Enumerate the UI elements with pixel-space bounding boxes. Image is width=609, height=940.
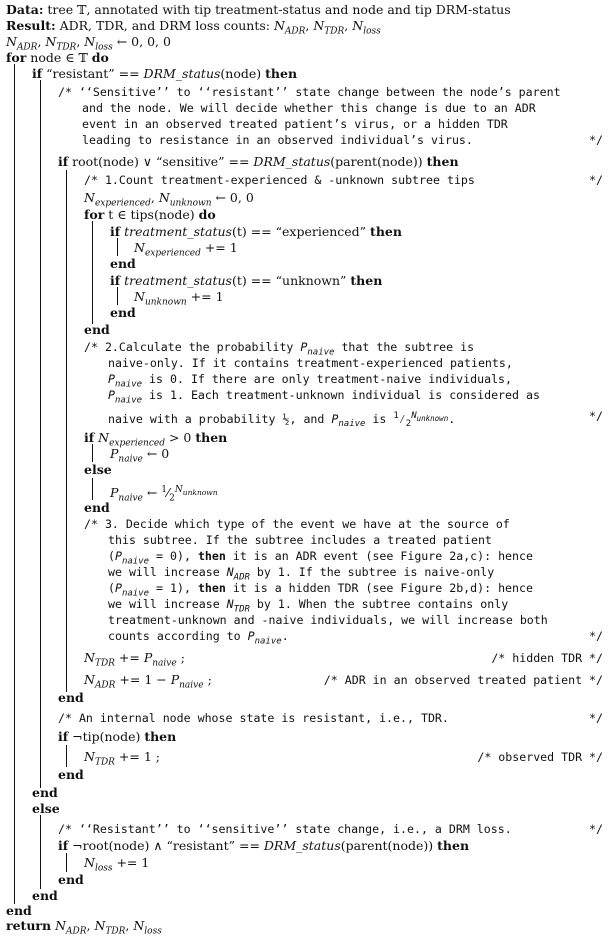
algorithm-line: $N_{ADR}$, $N_{TDR}$, $N_{loss}$ ← 0, 0, 0 [6,34,171,53]
algorithm-line: Result: ADR, TDR, and DRM loss counts: $N_{ADR}$, $N_{TDR}$, $N_{loss}$ [6,18,381,37]
algorithm-line: $P_{naive}$ ← $^1⁄_2^{N_{unknown}}$ [110,485,218,504]
right-comment: */ [589,822,603,836]
algorithm-line: $N_{ADR} += 1 - P_{naive}$ ; [84,672,212,691]
algorithm-line: /* 3. Decide which type of the event we have at the source of [84,517,510,531]
algorithm-line: $(P_{naive} = 0)$, then it is an ADR event (see Figure 2a,c): hence [108,549,533,567]
algorithm-line: /* 1.Count treatment-experienced & -unknown subtree tips [84,173,475,187]
algorithm-line: we will increase $N_{TDR}$ by 1. When the subtree contains only [108,597,509,615]
else-block-bar [40,815,41,889]
algorithm-line: if ¬root(node) ∧ “resistant” == DRM_status(parent(node)) then [58,838,470,853]
algorithm-line: end [32,785,58,800]
algorithm-line: treatment-unknown and -naive individuals, we will increase both [108,613,548,627]
right-comment: /* ADR in an observed treated patient */ [323,673,603,687]
right-comment: */ [589,173,603,187]
algorithm-line: if treatment_status(t) == “unknown” then [110,273,383,288]
algorithm-line: /* ‘‘Resistant’’ to ‘‘sensitive’’ state change, i.e., a DRM loss. [58,822,512,836]
algorithm-line: $P_{naive}$ ← 0 [110,446,170,465]
algorithm-line: leading to resistance in an observed individual’s virus. [82,133,473,147]
for-block-bar [14,64,15,904]
algorithm-line: end [32,888,58,903]
algorithm-line: end [84,322,110,337]
right-comment: /* observed TDR */ [477,750,603,764]
algorithm-line: $P_{naive}$ is 1. Each treatment-unknown individual is considered as [108,388,540,406]
algorithm-line: this subtree. If the subtree includes a treated patient [108,533,492,547]
right-comment: */ [589,409,603,423]
algorithm-line: counts according to $P_{naive}$. [108,629,289,647]
if-root-block-bar [66,170,67,692]
algorithm-line: we will increase $N_{ADR}$ by 1. If the subtree is naive-only [108,565,495,583]
if-tip-bar [66,745,67,767]
algorithm-line: if ¬tip(node) then [58,729,177,744]
algorithm-line: $N_{experienced}$, $N_{unknown}$ ← 0, 0 [84,190,254,209]
algorithm-line: /* 2.Calculate the probability $P_{naive}$ that the subtree is [84,340,475,358]
algorithm-line: if “resistant” == DRM_status(node) then [32,66,298,81]
right-comment: */ [589,629,603,643]
algorithm-line: end [110,305,136,320]
algorithm-line: end [84,500,110,515]
if-nexp-bar [92,444,93,462]
algorithm-line: end [58,872,84,887]
algorithm-line: /* ‘‘Sensitive’’ to ‘‘resistant’’ state change between the node’s parent [58,85,561,99]
if-experienced-bar [117,238,118,256]
algorithm-line: else [32,801,60,816]
algorithm-line: naive-only. If it contains treatment-experienced patients, [108,356,513,370]
algorithm-line: /* An internal node whose state is resistant, i.e., TDR. [58,711,449,725]
algorithm-line: for node ∈ 𝕋 do [6,50,109,65]
algorithm-line: end [6,903,32,918]
algorithm-line: and the node. We will decide whether this change is due to an ADR [82,101,536,115]
right-comment: /* hidden TDR */ [491,651,603,665]
if-loss-bar [66,853,67,872]
else-pnaive-bar [92,478,93,500]
right-comment: */ [589,711,603,725]
algorithm-line: end [58,690,84,705]
algorithm-line: Data: tree 𝕋, annotated with tip treatment-status and node and tip DRM-status [6,2,511,17]
algorithm-line: $N_{loss} += 1$ [84,855,150,874]
algorithm-line: if treatment_status(t) == “experienced” then [110,224,402,239]
algorithm-line: $N_{TDR} += P_{naive}$ ; [84,650,185,669]
algorithm-line: $N_{unknown} += 1$ [134,289,224,308]
algorithm-line: end [110,256,136,271]
algorithm-line: $N_{experienced} += 1$ [134,240,238,259]
algorithm-line: if $N_{experienced} > 0$ then [84,430,228,449]
algorithm-line: naive with a probability ½, and $P_{naive}$ is $^1⁄_2^{N_{unknown}}$. [108,411,456,430]
algorithm-line: end [58,767,84,782]
algorithm-line: event in an observed treated patient’s virus, or a hidden TDR [82,117,508,131]
algorithm-line: return $N_{ADR}$, $N_{TDR}$, $N_{loss}$ [6,918,162,937]
if-resistant-block-bar [40,80,41,788]
algorithm-line: if root(node) ∨ “sensitive” == DRM_status(parent(node)) then [58,154,459,169]
algorithm-line: $N_{TDR} += 1$ ; [84,749,160,768]
if-unknown-bar [117,287,118,305]
right-comment: */ [589,133,603,147]
algorithm-line: for t ∈ tips(node) do [84,207,216,222]
algorithm-line: $(P_{naive} = 1)$, then it is a hidden TDR (see Figure 2b,d): hence [108,581,533,599]
algorithm-line: $P_{naive}$ is 0. If there are only treatment-naive individuals, [108,372,513,390]
algorithm-line: else [84,462,112,477]
for-tips-block-bar [92,221,93,324]
